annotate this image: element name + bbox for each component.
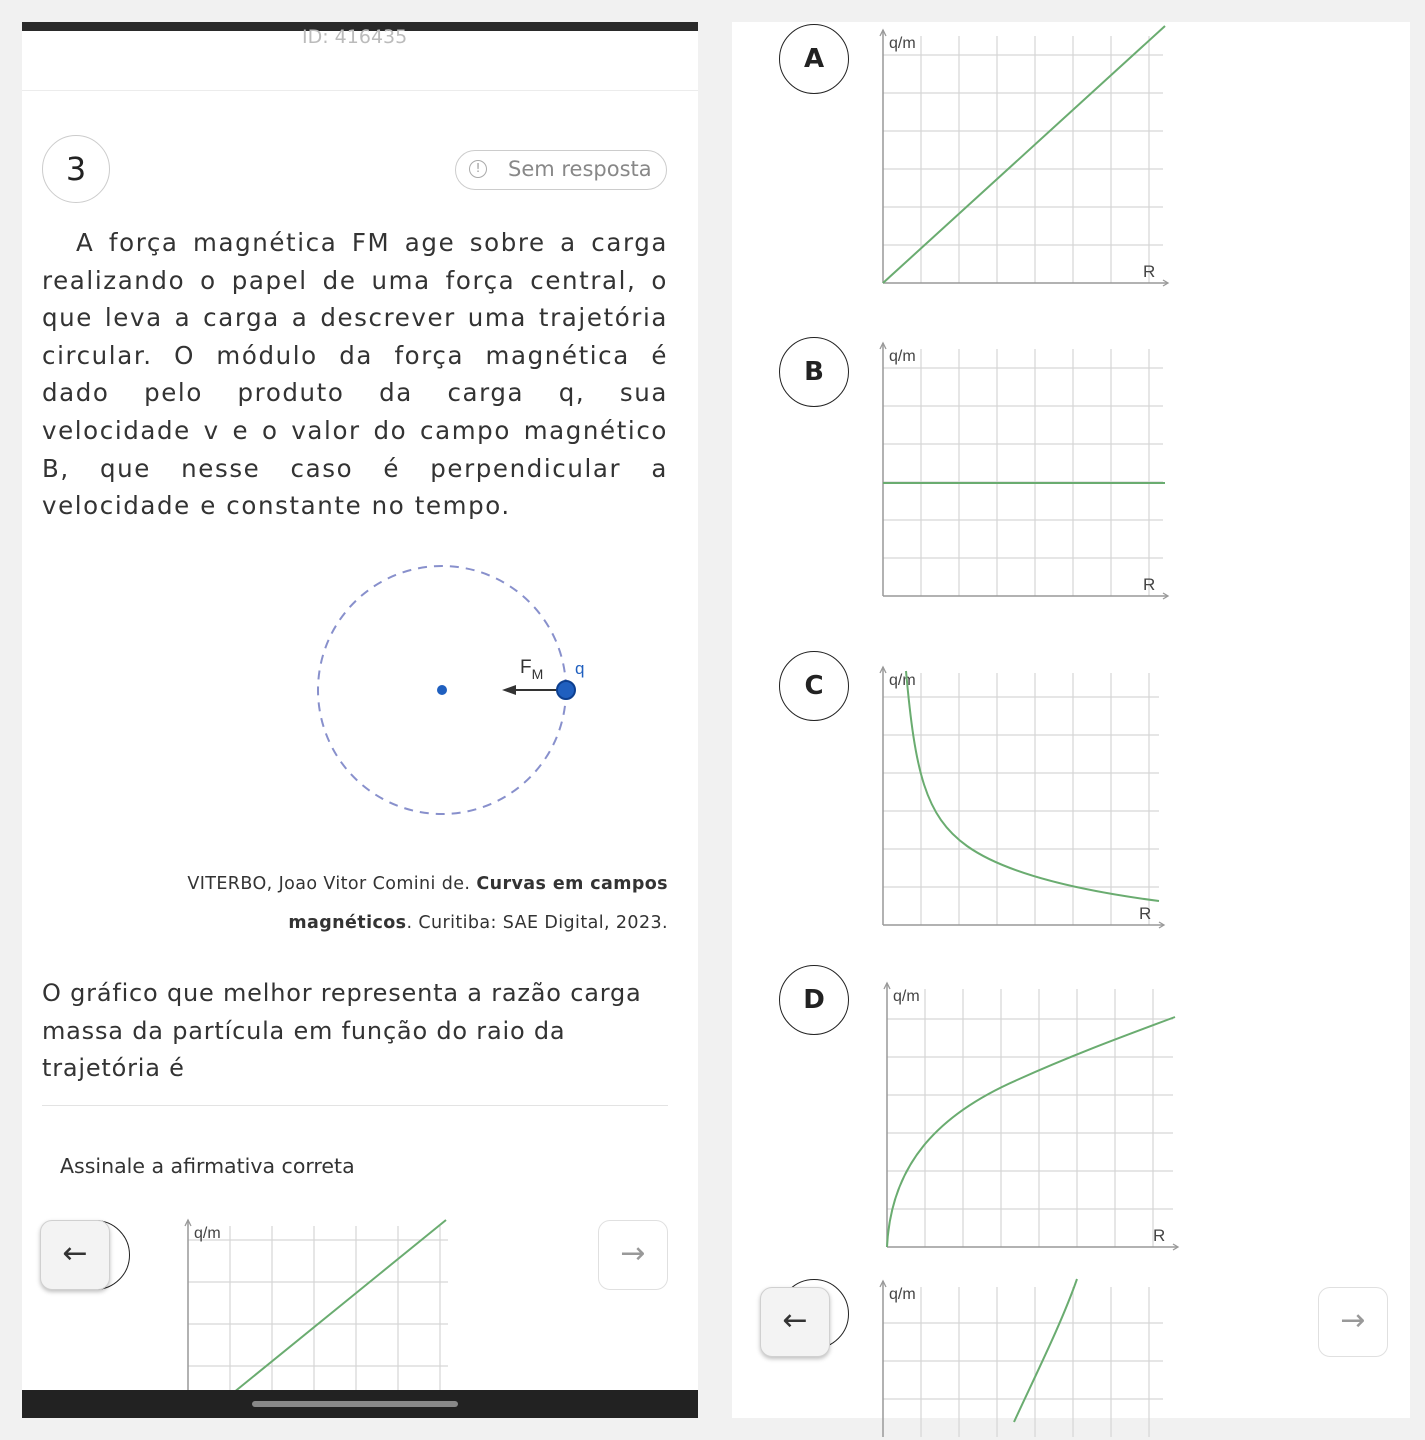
graph-option-b[interactable] [877,337,1177,607]
home-indicator[interactable] [252,1401,458,1407]
x-axis-label: R [1143,575,1156,594]
x-axis-label: R [1143,262,1156,281]
citation: VITERBO, Joao Vitor Comini de. Curvas em campos magnéticos. Curitiba: SAE Digital, 2023. [187,874,668,933]
force-arrowhead [502,685,516,695]
option-d-circle[interactable]: D [779,965,849,1035]
graph-option-d[interactable] [877,965,1187,1245]
arrow-left-icon: ← [782,1303,808,1338]
next-button[interactable] [598,1220,668,1290]
question-panel [22,22,698,1418]
y-axis-label: q/m [889,348,916,365]
options-panel [732,22,1410,1418]
status-badge [455,150,667,190]
graph-option-c[interactable] [877,651,1177,921]
prev-button[interactable] [40,1220,110,1290]
x-axis-label: R [1153,1226,1166,1245]
prev-button[interactable] [760,1287,830,1357]
circular-trajectory-figure [302,542,602,812]
option-a-circle[interactable]: A [779,24,849,94]
divider [22,90,698,91]
y-axis-label: q/m [893,988,920,1005]
graph-option-e[interactable] [877,1277,1177,1422]
curve [887,1017,1175,1247]
question-number: 3 [42,135,110,203]
graph-option-a-preview[interactable] [158,1218,458,1393]
option-b-circle[interactable]: B [779,337,849,407]
y-axis-label: q/m [889,1286,916,1303]
y-axis-label: q/m [194,1225,221,1242]
instruction-text: Assinale a afirmativa correta [60,1154,355,1178]
center-point [437,685,447,695]
curve [906,671,1159,901]
charge-label: q [575,659,585,678]
arrow-left-icon: ← [62,1236,88,1271]
question-prompt: O gráfico que melhor representa a razão carga massa da partícula em função do raio da trajetória é [42,979,642,1082]
graph-option-a[interactable] [877,24,1177,294]
y-axis-label: q/m [889,35,916,52]
question-paragraph: A força magnética FM age sobre a carga realizando o papel de uma força central, o que leva a carga a descrever uma trajetória circular. O módulo da força magnética é dado pelo produto da carga q, sua velocidade v e o valor do campo magnético B, que nesse caso é perpendicular a velocidade e constante no tempo. [42,228,668,521]
question-id: ID: 416435 [302,26,408,48]
curve [1014,1279,1077,1422]
arrow-right-icon: → [1340,1303,1366,1338]
force-label: $F_M$ [520,657,544,682]
option-c-circle[interactable]: C [779,651,849,721]
next-button[interactable] [1318,1287,1388,1357]
curve [233,1220,446,1393]
info-circle-icon: ! [469,160,487,178]
divider [42,1105,668,1106]
arrow-right-icon: → [620,1236,646,1271]
charge-point [557,681,575,699]
status-text: Sem resposta [508,157,652,181]
y-axis-label: q/m [889,672,916,689]
x-axis-label: R [1139,904,1152,923]
